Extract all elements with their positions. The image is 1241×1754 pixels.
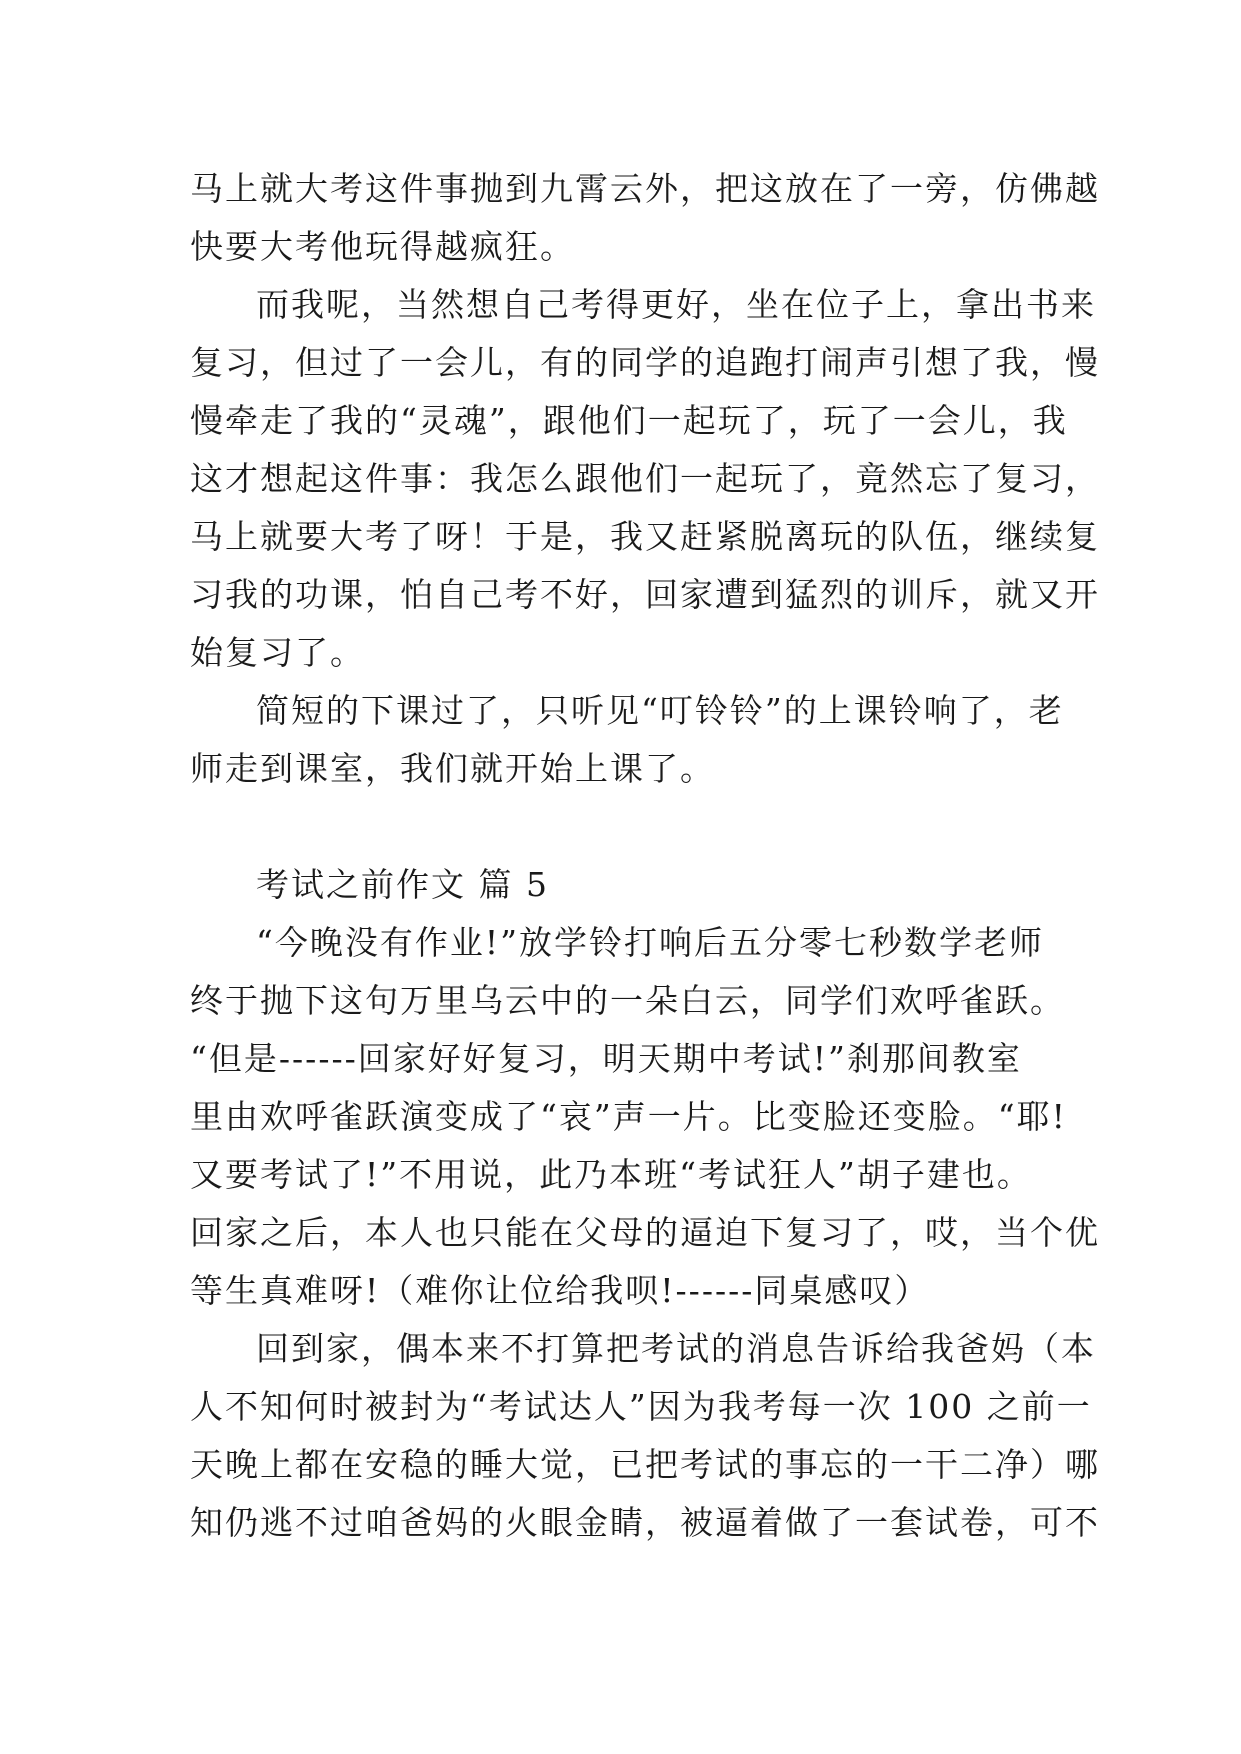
text-line: 回到家，偶本来不打算把考试的消息告诉给我爸妈（本 [256,1329,1096,1368]
section-heading: 考试之前作文 篇 5 [256,865,549,904]
text-line: 终于抛下这句万里乌云中的一朵白云，同学们欢呼雀跃。 [190,981,1065,1020]
text-line: 始复习了。 [190,633,365,672]
text-line: “今晚没有作业!”放学铃打响后五分零七秒数学老师 [256,923,1045,962]
text-line: 而我呢，当然想自己考得更好，坐在位子上，拿出书来 [256,285,1096,324]
paragraph-continued [190,160,1100,276]
text-line: “但是------回家好好复习，明天期中考试!”刹那间教室 [190,1039,1022,1078]
document-body [190,160,1100,1552]
text-line: 人不知何时被封为“考试达人”因为我考每一次 100 之前一 [190,1387,1092,1426]
paragraph-review [190,276,1100,682]
text-line: 快要大考他玩得越疯狂。 [190,227,575,266]
paragraph-home [190,1320,1100,1552]
text-line: 里由欢呼雀跃演变成了“哀”声一片。比变脸还变脸。“耶! [190,1097,1067,1136]
paragraph-no-homework [190,914,1100,1320]
text-line: 天晚上都在安稳的睡大觉，已把考试的事忘的一干二净）哪 [190,1445,1100,1484]
text-line: 简短的下课过了，只听见“叮铃铃”的上课铃响了，老 [256,691,1064,730]
blank-line [190,798,1050,856]
text-line: 等生真难呀!（难你让位给我呗!------同桌感叹） [190,1271,930,1310]
text-line: 马上就要大考了呀！于是，我又赶紧脱离玩的队伍，继续复 [190,517,1100,556]
text-line: 又要考试了!”不用说，此乃本班“考试狂人”胡子建也。 [190,1155,1032,1194]
paragraph-class-bell [190,682,1064,798]
text-line: 慢牵走了我的“灵魂”，跟他们一起玩了，玩了一会儿，我 [190,401,1068,440]
text-line: 这才想起这件事：我怎么跟他们一起玩了，竟然忘了复习， [190,459,1100,498]
text-line: 马上就大考这件事抛到九霄云外，把这放在了一旁，仿佛越 [190,169,1100,208]
text-line: 师走到课室，我们就开始上课了。 [190,749,715,788]
text-line: 复习，但过了一会儿，有的同学的追跑打闹声引想了我，慢 [190,343,1100,382]
text-line: 习我的功课，怕自己考不好，回家遭到猛烈的训斥，就又开 [190,575,1100,614]
text-line: 知仍逃不过咱爸妈的火眼金睛，被逼着做了一套试卷，可不 [190,1503,1100,1542]
text-line: 回家之后，本人也只能在父母的逼迫下复习了，哎，当个优 [190,1213,1100,1252]
